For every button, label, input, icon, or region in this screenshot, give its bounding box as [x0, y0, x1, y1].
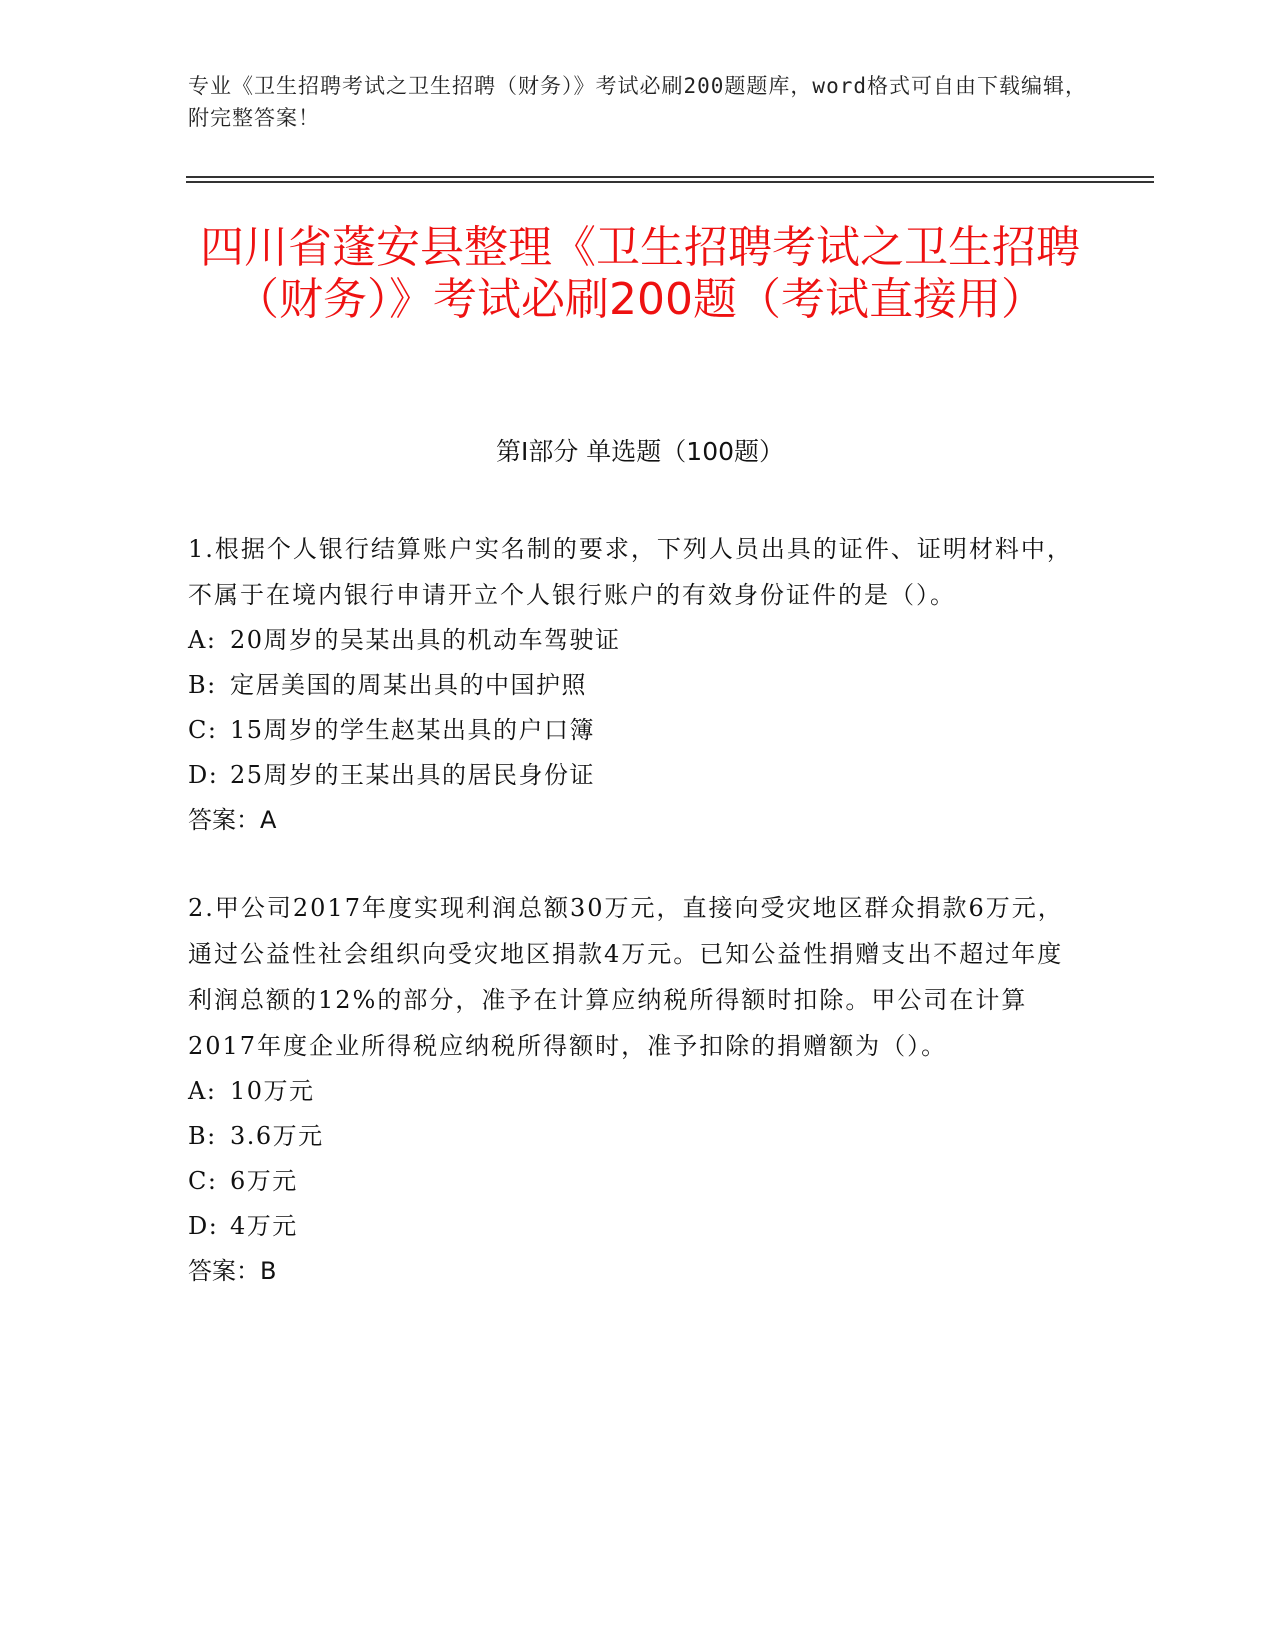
question-stem: 1.根据个人银行结算账户实名制的要求，下列人员出具的证件、证明材料中，不属于在境内银行申请开立个人银行账户的有效身份证件的是（）。: [188, 535, 1073, 609]
option-a: [188, 1069, 1078, 1114]
option-key: C:: [188, 1167, 218, 1195]
question-item: [188, 526, 1078, 843]
option-text: 10万元: [230, 1077, 315, 1105]
question-list: [188, 526, 1078, 1294]
option-c: [188, 708, 1078, 753]
option-text: 15周岁的学生赵某出具的户口簿: [230, 716, 596, 744]
option-key: D:: [188, 1212, 219, 1240]
option-d: [188, 753, 1078, 798]
header-divider-top: [186, 176, 1154, 178]
header-divider-bottom: [186, 181, 1154, 183]
document-title: 四川省蓬安县整理《卫生招聘考试之卫生招聘（财务）》考试必刷200题（考试直接用）: [200, 222, 1080, 325]
question-stem: 2.甲公司2017年度实现利润总额30万元，直接向受灾地区群众捐款6万元，通过公益性社会组织向受灾地区捐款4万元。已知公益性捐赠支出不超过年度利润总额的12%的部分，准予在计算应纳税所得额时扣除。甲公司在计算2017年度企业所得税应纳税所得额时，准予扣除的捐赠额为（）。: [188, 894, 1064, 1060]
option-key: B:: [188, 1122, 217, 1150]
option-text: 20周岁的吴某出具的机动车驾驶证: [230, 626, 621, 654]
option-key: A:: [188, 1077, 217, 1105]
option-a: [188, 618, 1078, 663]
option-b: [188, 1114, 1078, 1159]
answer-line: 答案：B: [188, 1257, 277, 1285]
option-text: 4万元: [230, 1212, 298, 1240]
option-key: B:: [188, 671, 217, 699]
option-c: [188, 1159, 1078, 1204]
question-item: [188, 885, 1078, 1294]
option-key: D:: [188, 761, 219, 789]
option-text: 6万元: [230, 1167, 298, 1195]
option-key: C:: [188, 716, 218, 744]
answer-line: 答案：A: [188, 806, 277, 834]
option-key: A:: [188, 626, 217, 654]
section-heading: 第I部分 单选题（100题）: [495, 437, 785, 466]
option-d: [188, 1204, 1078, 1249]
option-text: 定居美国的周某出具的中国护照: [230, 671, 587, 699]
option-text: 25周岁的王某出具的居民身份证: [230, 761, 596, 789]
option-b: [188, 663, 1078, 708]
option-text: 3.6万元: [230, 1122, 324, 1150]
header-note: 专业《卫生招聘考试之卫生招聘（财务）》考试必刷200题题库，word格式可自由下载编辑，附完整答案！: [188, 74, 1087, 130]
